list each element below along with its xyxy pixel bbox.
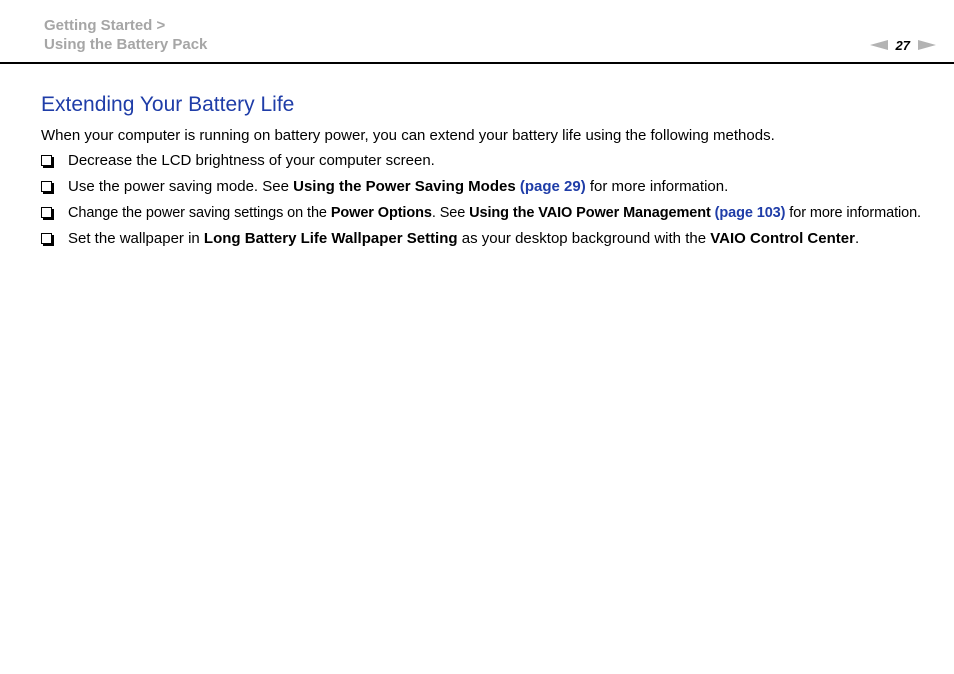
breadcrumb-current: Using the Battery Pack	[44, 36, 208, 53]
list-item-text: Set the wallpaper in	[68, 230, 204, 247]
list-item-text: Change the power saving settings on the	[68, 205, 331, 221]
list-item-text: Decrease the LCD brightness of your computer screen.	[68, 152, 435, 169]
previous-page-arrow-icon[interactable]	[870, 40, 888, 50]
bold-term: VAIO Control Center	[710, 230, 855, 247]
bold-term: Long Battery Life Wallpaper Setting	[203, 230, 458, 247]
section-title: Extending Your Battery Life	[41, 93, 295, 116]
method-list	[41, 151, 921, 255]
list-item	[41, 229, 921, 249]
page-link[interactable]: (page 29)	[519, 178, 586, 195]
checkbox-bullet-icon	[41, 181, 52, 192]
bold-term: Power Options	[330, 205, 432, 221]
breadcrumb-parent[interactable]: Getting Started >	[44, 17, 166, 34]
list-item-text: for more information.	[585, 178, 729, 195]
list-item-text: . See	[431, 205, 470, 221]
page-number: 27	[895, 37, 910, 53]
list-item-text: Use the power saving mode. See	[68, 178, 294, 195]
list-item-text: .	[854, 230, 860, 247]
list-item	[41, 203, 921, 223]
list-item	[41, 177, 921, 197]
header-divider	[0, 62, 954, 64]
page-link[interactable]: (page 103)	[714, 205, 786, 221]
page-navigator	[870, 36, 936, 54]
breadcrumb	[44, 16, 207, 54]
next-page-arrow-icon[interactable]	[918, 40, 936, 50]
intro-paragraph: When your computer is running on battery power, you can extend your battery life using the following methods.	[41, 127, 775, 144]
bold-term: Using the VAIO Power Management	[469, 205, 711, 221]
list-item-text: as your desktop background with the	[457, 230, 711, 247]
checkbox-bullet-icon	[41, 155, 52, 166]
checkbox-bullet-icon	[41, 233, 52, 244]
list-item	[41, 151, 921, 171]
list-item-text: for more information.	[785, 205, 921, 221]
checkbox-bullet-icon	[41, 207, 52, 218]
bold-term: Using the Power Saving Modes	[293, 178, 516, 195]
